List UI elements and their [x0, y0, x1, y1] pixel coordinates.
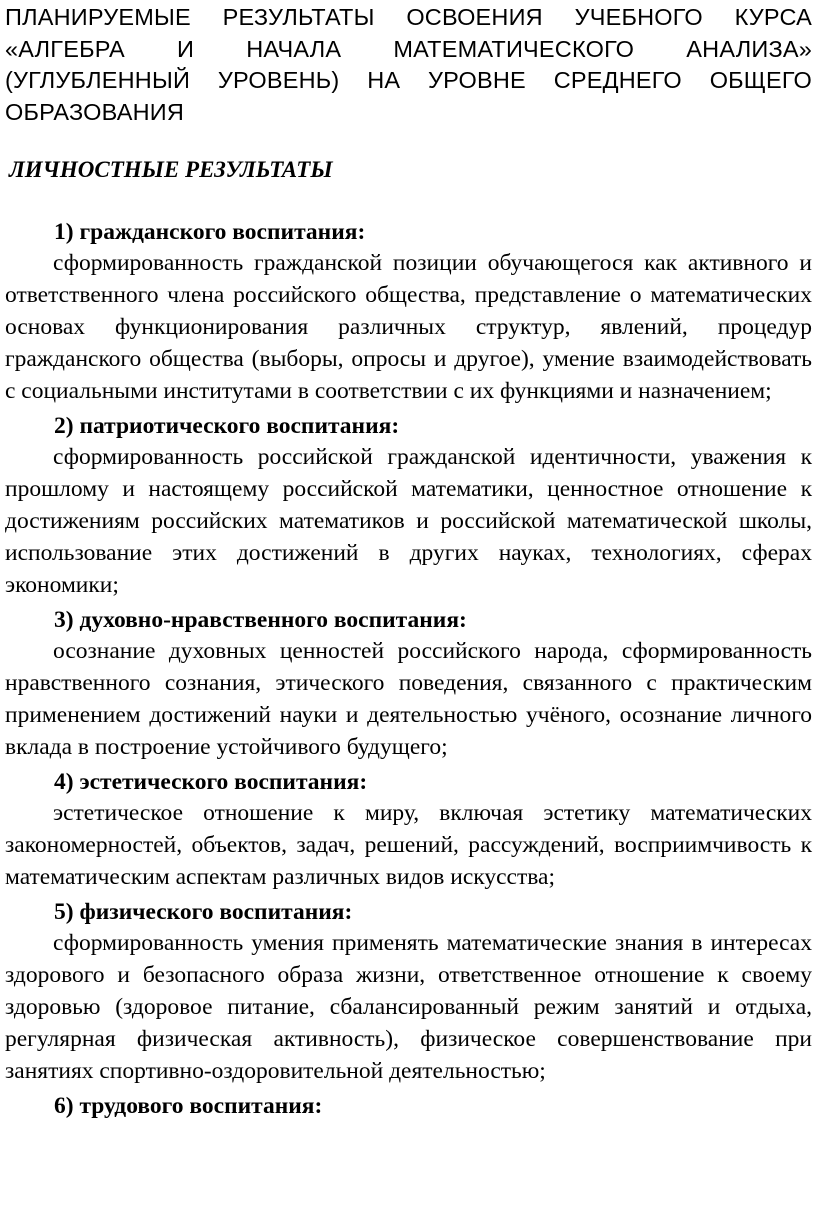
subsection-patriotic	[5, 409, 812, 601]
subsection-heading: 1) гражданского воспитания:	[54, 219, 366, 245]
subsection-heading: 3) духовно-нравственного воспитания:	[54, 607, 467, 633]
subsection-text: эстетическое отношение к миру, включая эстетику математических закономерностей, объектов, задач, решений, рассуждений, восприимчивость к математическим аспектам различных видов искусства;	[5, 800, 812, 890]
subsection-text: сформированность российской гражданской идентичности, уважения к прошлому и настоящему российской математики, ценностное отношение к достижениям российских математиков и российской математической школы, использование этих достижений в других науках, технологиях, сферах экономики;	[5, 444, 812, 598]
subsection-heading: 4) эстетического воспитания:	[54, 769, 368, 795]
subsection-physical	[5, 895, 812, 1087]
subsection-text: сформированность умения применять математические знания в интересах здорового и безопасного образа жизни, ответственное отношение к своему здоровью (здоровое питание, сбалансированный режим занятий и отдыха, регулярная физическая активность), физическое совершенствование при занятиях спортивно-оздоровительной деятельностью;	[5, 930, 812, 1084]
subsection-heading: 5) физического воспитания:	[54, 899, 353, 925]
subsection-labor	[5, 1089, 812, 1121]
section-title: ЛИЧНОСТНЫЕ РЕЗУЛЬТАТЫ	[9, 157, 333, 182]
document-title: ПЛАНИРУЕМЫЕ РЕЗУЛЬТАТЫ ОСВОЕНИЯ УЧЕБНОГО КУРСА «АЛГЕБРА И НАЧАЛА МАТЕМАТИЧЕСКОГО АНАЛИЗА» (УГЛУБЛЕННЫЙ УРОВЕНЬ) НА УРОВНЕ СРЕДНЕГО ОБЩЕГО ОБРАЗОВАНИЯ	[5, 4, 812, 125]
subsection-heading: 2) патриотического воспитания:	[54, 413, 400, 439]
subsection-aesthetic	[5, 765, 812, 893]
subsection-spiritual-moral	[5, 603, 812, 763]
subsection-text: осознание духовных ценностей российского народа, сформированность нравственного сознания, этического поведения, связанного с практическим применением достижений науки и деятельностью учёного, осознание личного вклада в построение устойчивого будущего;	[5, 638, 812, 760]
subsection-text: сформированность гражданской позиции обучающегося как активного и ответственного члена российского общества, представление о математических основах функционирования различных структур, явлений, процедур гражданского общества (выборы, опросы и другое), умение взаимодействовать с социальными институтами в соответствии с их функциями и назначением;	[5, 250, 812, 404]
subsection-list	[5, 215, 812, 1121]
subsection-heading: 6) трудового воспитания:	[54, 1093, 323, 1119]
subsection-civic	[5, 215, 812, 407]
